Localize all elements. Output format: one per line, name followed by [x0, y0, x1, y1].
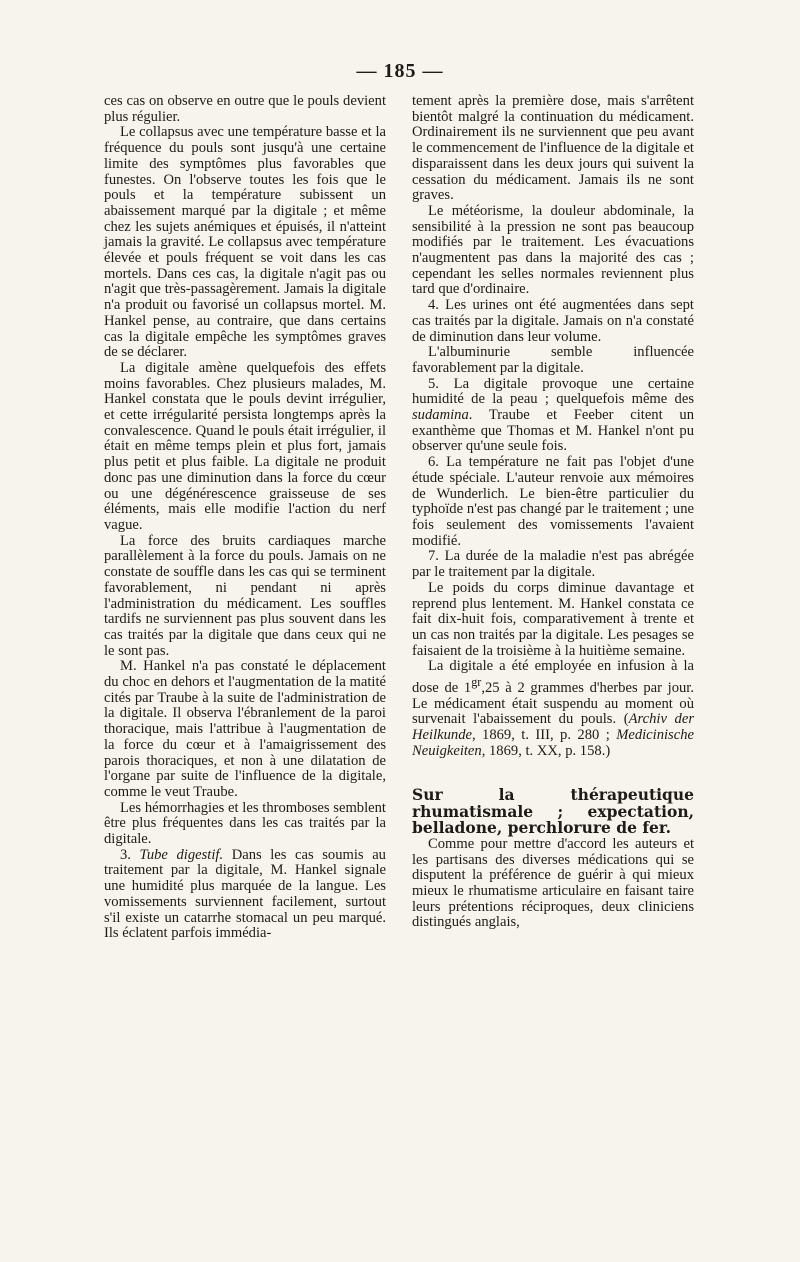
paragraph-text: Dans les cas soumis au traitement par la digitale, M. Hankel signale une humidité plus marquée de la langue. Les vomissements surviennent facilement, surtout s'il existe un catarrhe stomacal un peu marqué. Ils éclatent parfois immédia-	[104, 846, 386, 942]
italic-term: sudamina	[412, 407, 469, 424]
paragraph: 7. La durée de la maladie n'est pas abrégée par le traitement par la digitale.	[412, 548, 694, 581]
paragraph-text: . Traube et Feeber citent un exanthème que Thomas et M. Hankel n'ont pu observer qu'une seule fois.	[412, 407, 694, 455]
paragraph-dosage	[412, 659, 694, 759]
paragraph-text: , 1869, t. III, p. 280 ;	[471, 726, 610, 743]
left-column	[104, 94, 386, 942]
page-number: — 185 —	[356, 60, 444, 82]
paragraph: Le météorisme, la douleur abdominale, la sensibilité à la pression ne sont pas beaucoup modifiés par le traitement. Les évacuations n'augmentent pas dans la majorité des cas ; cependant les selles normales reviennent plus tard que d'ordinaire.	[412, 202, 694, 298]
paragraph: ces cas on observe en outre que le pouls devient plus régulier.	[104, 93, 386, 125]
paragraph: 6. La température ne fait pas l'objet d'une étude spéciale. L'auteur renvoie aux mémoires de Wunderlich. Le bien-être particulier du typhoïde n'est pas changé par le traitement ; une fois seulement des vomissements l'avaient modifié.	[412, 454, 694, 549]
paragraph: Les hémorrhagies et les thromboses semblent être plus fréquentes dans les cas traités par la digitale.	[104, 799, 386, 848]
paragraph: M. Hankel n'a pas constaté le déplacement du choc en dehors et l'augmentation de la matité cités par Traube à la suite de l'administration de la digitale. Il observa l'ébranlement de la paroi thoracique, mais l'attribue à l'augmentation de la force du cœur et à l'amaigrissement des parois thoraciques, et non à une dilatation de l'organe par suite de l'influence de la digitale, comme le veut Traube.	[104, 658, 386, 800]
item-number: 3.	[120, 846, 131, 863]
paragraph: 4. Les urines ont été augmentées dans sept cas traités par la digitale. Jamais on n'a constaté de diminution dans leur volume.	[412, 297, 694, 345]
paragraph: Comme pour mettre d'accord les auteurs et les partisans des diverses médications qui se disputent la préférence de guérir à qui mieux mieux le rhumatisme articulaire en faisant taire leurs prétentions réciproques, deux cliniciens distingués anglais,	[412, 835, 694, 931]
paragraph: Le poids du corps diminue davantage et reprend plus lentement. M. Hankel constata ce fait dix-huit fois, comparativement à trente et un cas non traités par la digitale. Les pesages se faisaient de la troisième à la huitième semaine.	[412, 579, 694, 659]
paragraph-text: La digitale a été employée en infusion à la dose de 1	[412, 658, 694, 696]
paragraph-tube-digestif	[104, 848, 386, 942]
journal-title: Archiv der Heilkunde	[412, 711, 694, 743]
paragraph: Le collapsus avec une température basse et la fréquence du pouls sont jusqu'à une certaine limite des symptômes plus favorables que funestes. On l'observe toutes les fois que le pouls et la température subissent un abaissement marqué par la digitale ; et même chez les sujets anémiques et épuisés, il n'atteint jamais la gravité. Le collapsus avec température élevée et pouls fréquent se voit dans les cas mortels. Dans ces cas, la digitale n'agit pas ou n'agit que très-passagèrement. Jamais la digitale n'a produit ou favorisé un collapsus mortel. M. Hankel pense, au contraire, que dans certains cas la digitale empêche les symptômes graves de se déclarer.	[104, 124, 386, 361]
right-column	[412, 94, 694, 931]
italic-heading: Tube digestif.	[139, 846, 224, 863]
paragraph: La digitale amène quelquefois des effets moins favorables. Chez plusieurs malades, M. Hankel constata que le pouls devint irrégulier, et cette irrégularité persista longtemps après la convalescence. Quand le pouls était irrégulier, il était en même temps plein et plus fort, jamais plus petit et plus faible. La digitale ne produit donc pas une diminution dans la force du cœur ou une dégénérescence graisseuse de ses éléments, mais elle modifie l'action du nerf vague.	[104, 359, 386, 533]
paragraph-sudamina	[412, 377, 694, 456]
paragraph: La force des bruits cardiaques marche parallèlement à la force du pouls. Jamais on ne constate de souffle dans les cas qui se terminent favorablement, ni pendant ni après l'administration du médicament. Les souffles tardifs ne surviennent pas plus souvent dans les cas traités par la digitale que dans ceux qui ne le sont pas.	[104, 532, 386, 659]
journal-title: Medicinische Neuigkeiten	[412, 726, 694, 759]
paragraph: tement après la première dose, mais s'arrêtent bientôt malgré la continuation du médicament. Ordinairement ils ne surviennent que peu avant le commencement de l'influence de la digitale et disparaissent dans les deux jours qui suivent la cessation du médicament. Jamais ils ne sont graves.	[412, 93, 694, 204]
unit-superscript: gr	[471, 675, 482, 690]
paragraph-text: 5. La digitale provoque une certaine humidité de la peau ; quelquefois même des	[412, 375, 694, 408]
paragraph-text: ,25 à 2 grammes d'herbes par jour. Le médicament était suspendu au moment où survenait l'abaissement du pouls. (	[412, 679, 694, 728]
section-title: Sur la thérapeutique rhumatismale ; expectation, belladone, perchlorure de fer.	[412, 785, 694, 838]
paragraph-text: , 1869, t. XX, p. 158.)	[481, 742, 611, 759]
paragraph: L'albuminurie semble influencée favorablement par la digitale.	[412, 344, 694, 376]
